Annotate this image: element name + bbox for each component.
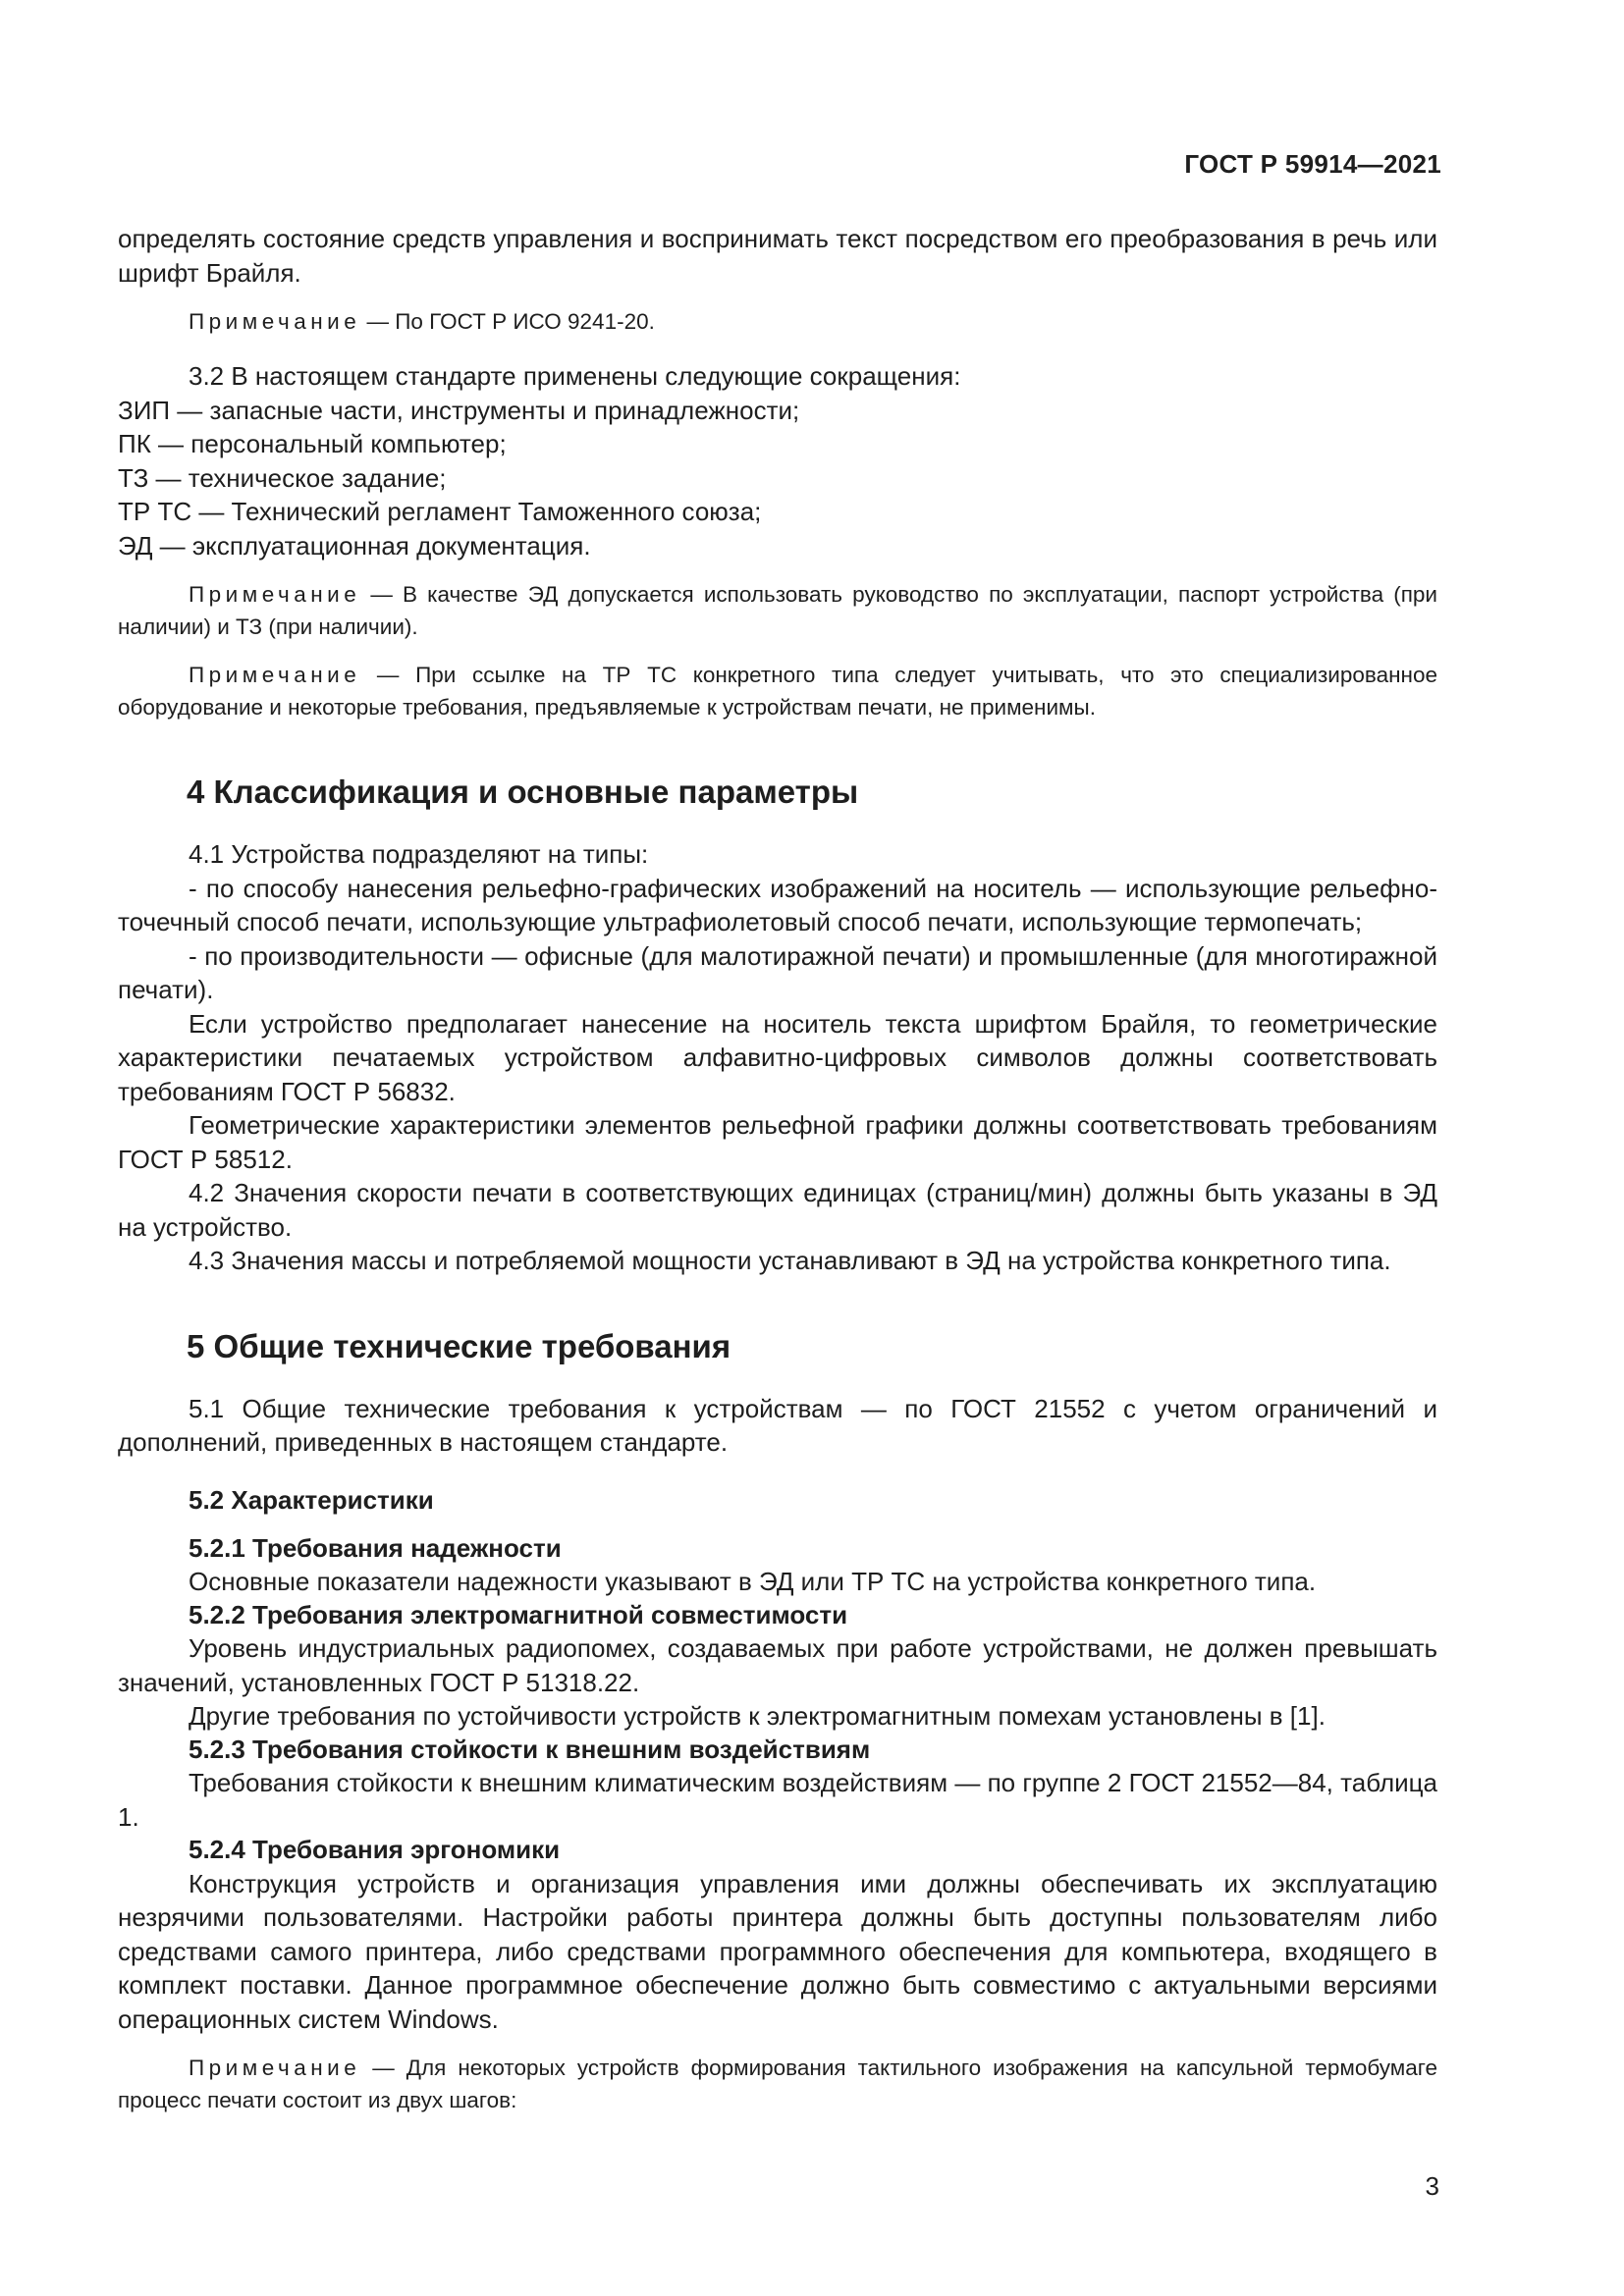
paragraph-5-1: 5.1 Общие технические требования к устройствам — по ГОСТ 21552 с учетом ограничений и дополнений, приведенных в настоящем стандарте. <box>118 1393 1437 1457</box>
note-1 <box>118 305 1437 338</box>
list-item-productivity: - по производительности — офисные (для малотиражной печати) и промышленные (для многотиражной печати). <box>118 940 1437 1004</box>
document-body <box>118 222 1437 2116</box>
subsection-5-2-1-heading: 5.2.1 Требования надежности <box>189 1532 562 1563</box>
abbreviation-item: ЗИП — запасные части, инструменты и принадлежности; <box>118 395 800 425</box>
note-3 <box>118 659 1437 723</box>
note-label: Примечание <box>189 663 361 687</box>
paragraph-5-2-2-a: Уровень индустриальных радиопомех, создаваемых при работе устройствами, не должен превышать значений, установленных ГОСТ Р 51318.22. <box>118 1633 1437 1697</box>
subsection-5-2-4-heading: 5.2.4 Требования эргономики <box>189 1835 561 1864</box>
document-id-header: ГОСТ Р 59914—2021 <box>1184 149 1441 179</box>
paragraph-4-2: 4.2 Значения скорости печати в соответствующих единицах (страниц/мин) должны быть указаны в ЭД на устройство. <box>118 1178 1437 1242</box>
subsection-5-2-2-heading: 5.2.2 Требования электромагнитной совместимости <box>189 1599 848 1629</box>
note-label: Примечание <box>189 2056 361 2080</box>
list-item-method: - по способу нанесения рельефно-графических изображений на носитель — использующие рельефно-точечный способ печати, использующие ультрафиолетовый способ печати, использующие термопечать; <box>118 873 1437 936</box>
abbreviation-item: ЭД — эксплуатационная документация. <box>118 530 591 561</box>
abbreviations-intro: 3.2 В настоящем стандарте применены следующие сокращения: <box>189 361 961 391</box>
section-4-heading: 4 Классификация и основные параметры <box>187 774 859 810</box>
subsection-5-2-heading: 5.2 Характеристики <box>189 1484 434 1515</box>
note-text: — По ГОСТ Р ИСО 9241-20. <box>360 309 655 334</box>
paragraph-4-3: 4.3 Значения массы и потребляемой мощности устанавливают в ЭД на устройства конкретного типа. <box>189 1246 1391 1275</box>
abbreviation-item: ТР ТС — Технический регламент Таможенного союза; <box>118 497 762 526</box>
paragraph-5-2-2-b: Другие требования по устойчивости устройств к электромагнитным помехам установлены в [1]. <box>189 1701 1326 1731</box>
note-4 <box>118 2052 1437 2116</box>
note-text: — Для некоторых устройств формирования тактильного изображения на капсульной термобумаге процесс печати состоит из двух шагов: <box>118 2056 1437 2112</box>
paragraph-braille: Если устройство предполагает нанесение на носитель текста шрифтом Брайля, то геометрические характеристики печатаемых устройством алфавитно-цифровых символов должны соответствовать требованиям ГОСТ Р 56832. <box>118 1008 1437 1106</box>
abbreviation-item: ТЗ — техническое задание; <box>118 462 447 493</box>
page-number: 3 <box>1425 2171 1439 2201</box>
note-2 <box>118 578 1437 643</box>
continued-paragraph: определять состояние средств управления и воспринимать текст посредством его преобразования в речь или шрифт Брайля. <box>118 224 1437 288</box>
note-label: Примечание <box>189 582 361 607</box>
section-5-heading: 5 Общие технические требования <box>187 1327 731 1364</box>
note-text: — При ссылке на ТР ТС конкретного типа следует учитывать, что это специализированное оборудование и некоторые требования, предъявляемые к устройствам печати, не применимы. <box>118 663 1437 720</box>
note-text: — В качестве ЭД допускается использовать руководство по эксплуатации, паспорт устройства (при наличии) и ТЗ (при наличии). <box>118 582 1437 639</box>
note-label: Примечание <box>189 309 361 334</box>
paragraph-4-1: 4.1 Устройства подразделяют на типы: <box>189 839 649 869</box>
paragraph-5-2-1: Основные показатели надежности указывают в ЭД или ТР ТС на устройства конкретного типа. <box>189 1567 1317 1596</box>
paragraph-5-2-4: Конструкция устройств и организация управления ими должны обеспечивать их эксплуатацию незрячими пользователями. Настройки работы принтера должны быть доступны пользователям либо средствами самого принтера, либо средствами программного обеспечения для компьютера, входящего в комплект поставки. Данное программное обеспечение должно быть совместимо с актуальными версиями операционных систем Windows. <box>118 1868 1437 2034</box>
paragraph-relief-graphics: Геометрические характеристики элементов рельефной графики должны соответствовать требованиям ГОСТ Р 58512. <box>118 1110 1437 1174</box>
paragraph-5-2-3: Требования стойкости к внешним климатическим воздействиям — по группе 2 ГОСТ 21552—84, таблица 1. <box>118 1768 1437 1832</box>
abbreviation-item: ПК — персональный компьютер; <box>118 429 507 458</box>
abbreviations-list <box>118 359 1437 562</box>
subsection-5-2-3-heading: 5.2.3 Требования стойкости к внешним воздействиям <box>189 1734 871 1764</box>
